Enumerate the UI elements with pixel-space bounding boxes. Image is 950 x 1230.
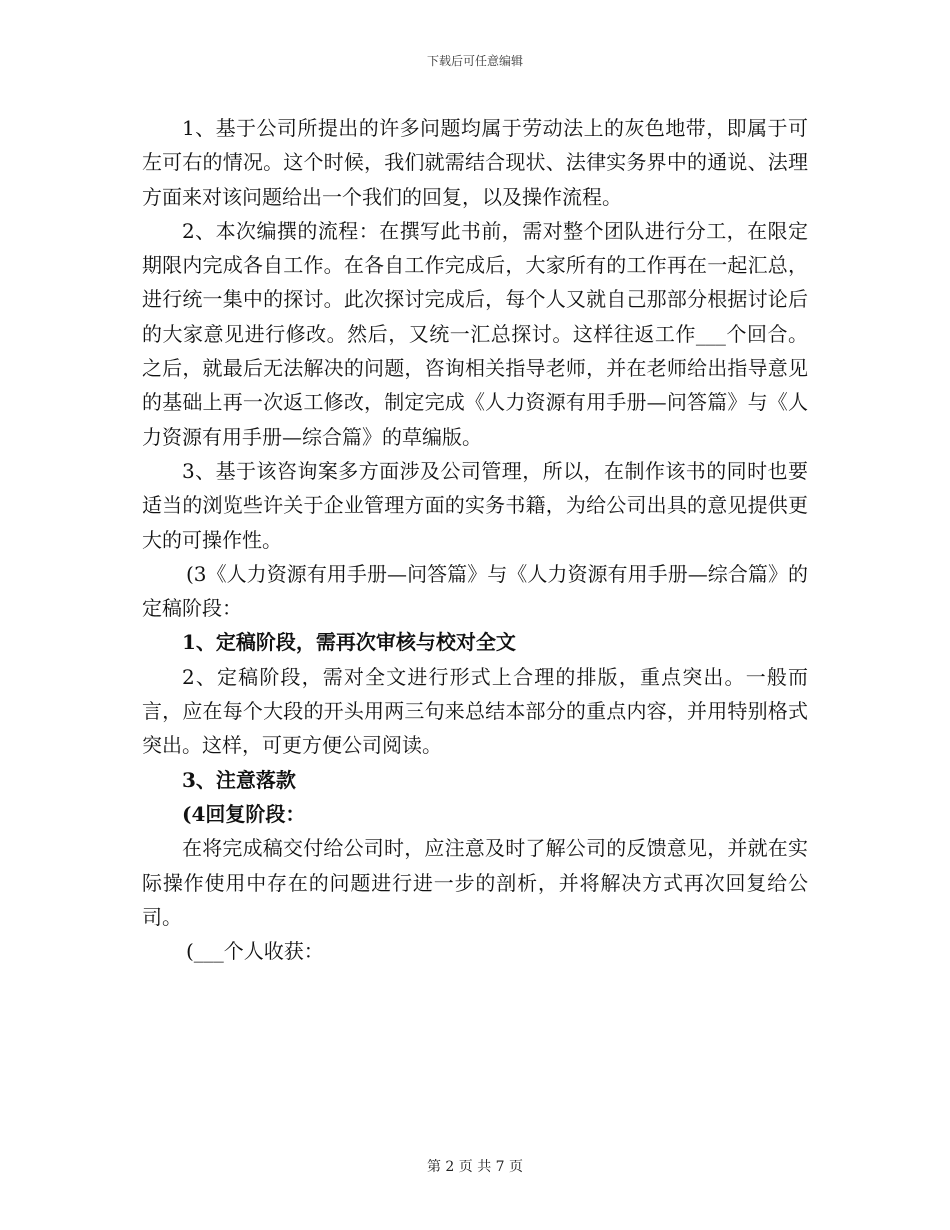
paragraph-10: (___个人收获：: [186, 939, 324, 964]
paragraph-2: 2、本次编撰的流程：在撰写此书前，需对整个团队进行分工，在限定期限内完成各自工作。在各自工作完成后，大家所有的工作再在一起汇总，进行统一集中的探讨。此次探讨完成后，每个人又就自己那部分根据讨论后的大家意见进行修改。然后，又统一汇总探讨。这样往返工作___个回合。之后，就最后无法解决的问题，咨询相关指导老师，并在老师给出指导意见的基础上再一次返工修改，制定完成《人力资源有用手册—问答篇》与《人力资源有用手册—综合篇》的草编版。: [142, 218, 808, 449]
paragraph-5-bold: 1、定稿阶段，需再次审核与校对全文: [182, 630, 516, 655]
page-header: 下载后可任意编辑: [426, 54, 523, 68]
paragraph-4: (3《人力资源有用手册—问答篇》与《人力资源有用手册—综合篇》的定稿阶段：: [142, 561, 808, 621]
paragraph-3: 3、基于该咨询案多方面涉及公司管理，所以，在制作该书的同时也要适当的浏览些许关于企业管理方面的实务书籍，为给公司出具的意见提供更大的可操作性。: [142, 458, 808, 552]
paragraph-7-bold: 3、注意落款: [182, 767, 296, 792]
paragraph-8-bold: (4回复阶段：: [182, 801, 306, 826]
page-footer: 第 2 页 共 7 页: [426, 1159, 524, 1175]
document-body: [142, 111, 808, 968]
paragraph-6: 2、定稿阶段，需对全文进行形式上合理的排版，重点突出。一般而言，应在每个大段的开头用两三句来总结本部分的重点内容，并用特别格式突出。这样，可更方便公司阅读。: [142, 664, 808, 758]
paragraph-1: 1、基于公司所提出的许多问题均属于劳动法上的灰色地带，即属于可左可右的情况。这个时候，我们就需结合现状、法律实务界中的通说、法理方面来对该问题给出一个我们的回复，以及操作流程。: [142, 116, 808, 209]
paragraph-9: 在将完成稿交付给公司时，应注意及时了解公司的反馈意见，并就在实际操作使用中存在的问题进行进一步的剖析，并将解决方式再次回复给公司。: [142, 836, 808, 929]
